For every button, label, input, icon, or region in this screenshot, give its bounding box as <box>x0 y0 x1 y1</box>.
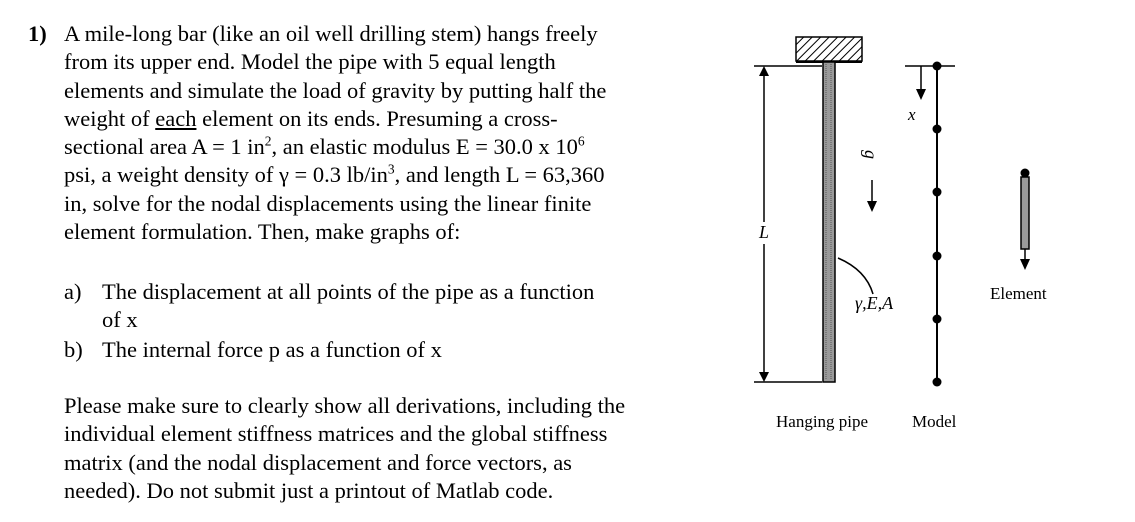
gravity-label: g <box>861 150 881 159</box>
body-line: sectional area A = 1 $in^2$, an elastic modulus E = 30.0 x $10^6$ <box>64 133 585 160</box>
closing-line: individual element stiffness matrices and the global stiffness <box>64 421 608 447</box>
part-a <box>64 278 664 338</box>
element-detail <box>1021 177 1029 249</box>
body-line: element formulation. Then, make graphs of: <box>64 219 461 245</box>
problem-statement <box>28 20 688 246</box>
caption-hanging-pipe: Hanging pipe <box>776 412 869 431</box>
closing-line: Please make sure to clearly show all derivations, including the <box>64 393 626 418</box>
x-axis-label: x <box>908 105 916 124</box>
property-leader <box>838 258 873 294</box>
part-b <box>64 336 664 366</box>
part-a-label: a) <box>64 279 82 304</box>
body-line: weight of each element on its ends. Presuming a cross- <box>64 105 558 131</box>
closing-line: needed). Do not submit just a printout of Matlab code. <box>64 477 554 503</box>
node <box>933 62 942 71</box>
length-label: L <box>759 222 770 242</box>
node <box>933 125 942 134</box>
closing-paragraph <box>64 392 704 505</box>
part-b-label: b) <box>64 337 83 362</box>
problem-body <box>64 20 688 246</box>
body-line: from its upper end. Model the pipe with 5 equal length <box>64 49 556 75</box>
closing-line: matrix (and the nodal displacement and force vectors, as <box>64 449 572 475</box>
node <box>933 188 942 197</box>
problem-number: 1) <box>28 21 47 46</box>
hanging-pipe <box>823 62 835 382</box>
body-line: in, solve for the nodal displacements using the linear finite <box>64 190 592 216</box>
part-a-line: of x <box>102 307 138 333</box>
emphasis-each: each <box>155 105 197 131</box>
part-b-line: The internal force p as a function of x <box>102 337 442 362</box>
fixed-support <box>796 37 862 61</box>
part-a-line: The displacement at all points of the pipe as a function <box>102 279 595 304</box>
node <box>933 252 942 261</box>
body-line: elements and simulate the load of gravity by putting half the <box>64 77 607 103</box>
property-label: γ,E,A <box>855 293 894 313</box>
body-line: A mile-long bar (like an oil well drilling stem) hangs freely <box>64 21 598 46</box>
element-label: Element <box>990 284 1047 303</box>
node <box>933 378 942 387</box>
caption-model: Model <box>912 412 957 431</box>
node <box>933 315 942 324</box>
body-line: psi, a weight density of γ = 0.3 $lb/in^3$, and length L = 63,360 <box>64 161 605 188</box>
